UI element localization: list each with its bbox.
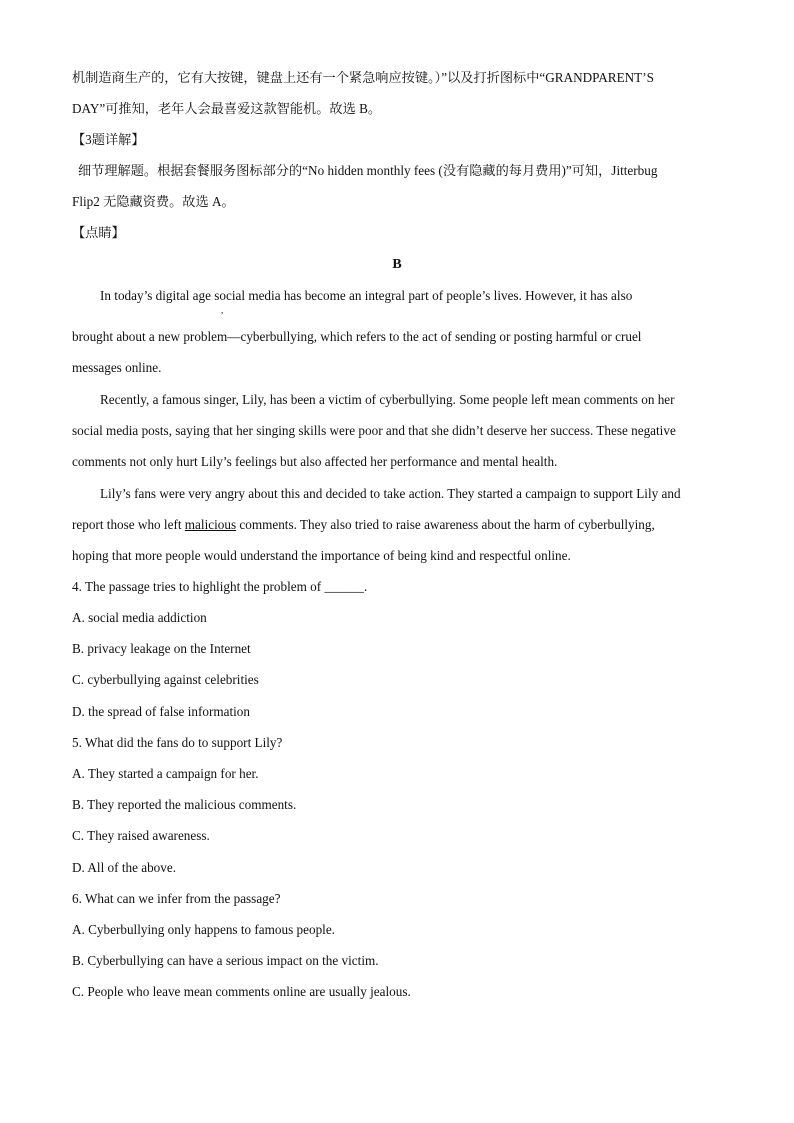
paragraph-3-line-1: Lily’s fans were very angry about this and decided to take action. They started a campaign to support Lily and	[100, 486, 681, 501]
paragraph-1-line-3: messages online.	[72, 360, 162, 375]
question-4-option-b: B. privacy leakage on the Internet	[72, 641, 251, 656]
paragraph-2-line-1: Recently, a famous singer, Lily, has been a victim of cyberbullying. Some people left mean comments on her	[100, 392, 675, 407]
paragraph-2-line-2: social media posts, saying that her singing skills were poor and that she didn’t deserve her success. These negative	[72, 423, 676, 438]
question-6-option-b: B. Cyberbullying can have a serious impact on the victim.	[72, 953, 379, 968]
q2-explanation-line-1: 机制造商生产的，它有大按键，键盘上还有一个紧急响应按键。）”以及打折图标中“GRANDPARENT’S	[72, 70, 654, 85]
q3-explanation-line-1: 细节理解题。根据套餐服务图标部分的“No hidden monthly fees (没有隐藏的每月费用)”可知，Jitterbug	[78, 163, 658, 178]
paragraph-3-line-2	[72, 516, 722, 534]
question-4-option-c: C. cyberbullying against celebrities	[72, 672, 259, 687]
paragraph-3-line-3: hoping that more people would understand the importance of being kind and respectful online.	[72, 548, 571, 563]
section-letter: B	[392, 257, 402, 272]
paragraph-1-line-2: brought about a new problem—cyberbullying, which refers to the act of sending or posting harmful or cruel	[72, 329, 642, 344]
question-5-option-c: C. They raised awareness.	[72, 828, 210, 843]
q3-heading: 【3题详解】	[72, 132, 145, 147]
question-4-stem: 4. The passage tries to highlight the problem of ______.	[72, 579, 368, 594]
question-5-stem: 5. What did the fans do to support Lily?	[72, 735, 283, 750]
question-6-option-a: A. Cyberbullying only happens to famous people.	[72, 922, 335, 937]
q3-explanation-line-2: Flip2 无隐藏资费。故选 A。	[72, 194, 235, 209]
underlined-word-malicious: malicious	[184, 517, 237, 532]
q2-explanation-line-2: DAY”可推知，老年人会最喜爱这款智能机。故选 B。	[72, 101, 382, 116]
question-4-option-a: A. social media addiction	[72, 610, 207, 625]
paragraph-1-line-1: In today’s digital age social media has become an integral part of people’s lives. However, it has also	[100, 288, 633, 303]
paragraph-3-line-2-post: comments. They also tried to raise awareness about the harm of cyberbullying,	[236, 517, 655, 532]
question-5-option-b: B. They reported the malicious comments.	[72, 797, 297, 812]
question-6-option-c: C. People who leave mean comments online are usually jealous.	[72, 984, 411, 999]
question-6-stem: 6. What can we infer from the passage?	[72, 891, 281, 906]
question-4-option-d: D. the spread of false information	[72, 704, 250, 719]
question-5-option-d: D. All of the above.	[72, 860, 177, 875]
paragraph-1-stray-comma: ,	[221, 305, 224, 315]
paragraph-2-line-3: comments not only hurt Lily’s feelings but also affected her performance and mental health.	[72, 454, 558, 469]
comment-heading: 【点睛】	[72, 225, 125, 240]
question-5-option-a: A. They started a campaign for her.	[72, 766, 259, 781]
paragraph-3-line-2-pre: report those who left	[72, 517, 185, 532]
